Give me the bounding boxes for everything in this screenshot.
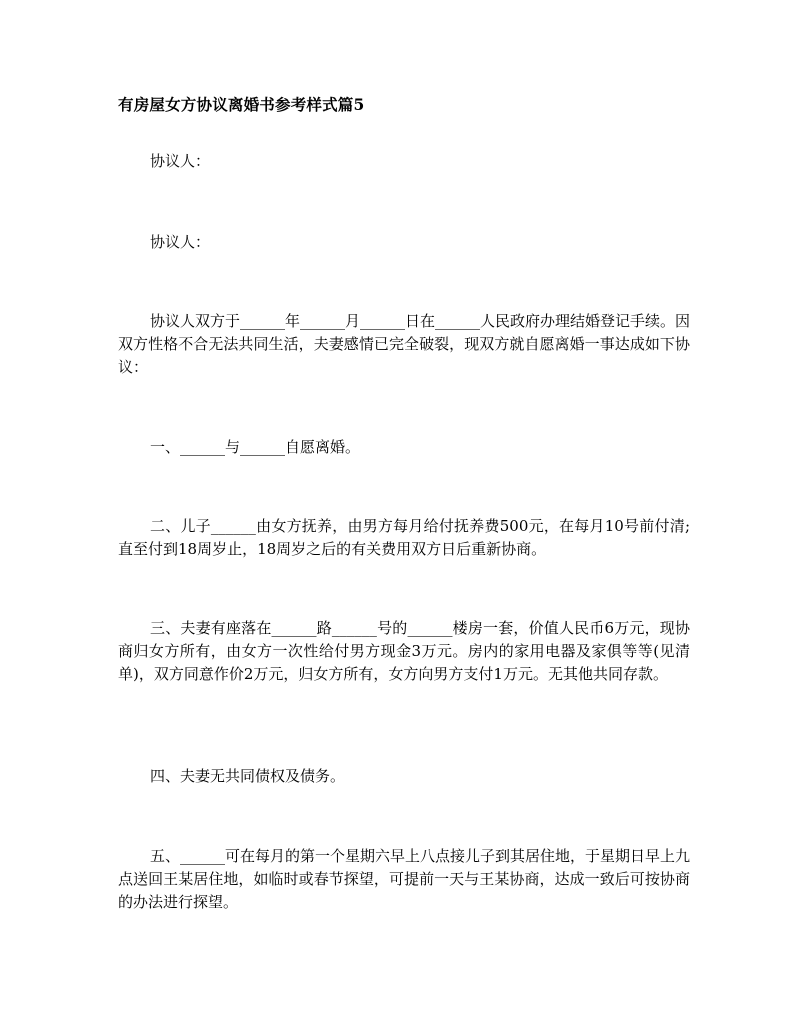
agreement-intro-paragraph: 协议人双方于______年______月______日在______人民政府办理结婚登记手续。因双方性格不合无法共同生活，夫妻感情已完全破裂，现双方就自愿离婚一事达成如下协议： — [118, 312, 691, 376]
clause-4-paragraph: 四、夫妻无共同债权及债务。 — [150, 767, 346, 785]
party-line-2: 协议人： — [150, 233, 211, 251]
party-line-1: 协议人： — [150, 152, 211, 170]
clause-3-paragraph: 三、夫妻有座落在______路______号的______楼房一套，价值人民币6万元，现协商归女方所有，由女方一次性给付男方现金3万元。房内的家用电器及家俱等等(见清单)，双方同意作价2万元，归女方所有，女方向男方支付1万元。无其他共同存款。 — [118, 619, 690, 683]
clause-5-paragraph: 五、______可在每月的第一个星期六早上八点接儿子到其居住地，于星期日早上九点送回王某居住地，如临时或春节探望，可提前一天与王某协商，达成一致后可按协商的办法进行探望。 — [118, 847, 691, 911]
clause-1-paragraph: 一、______与______自愿离婚。 — [150, 438, 361, 456]
clause-2-paragraph: 二、儿子______由女方抚养，由男方每月给付抚养费500元，在每月10号前付清;直至付到18周岁止，18周岁之后的有关费用双方日后重新协商。 — [118, 517, 690, 558]
document-title: 有房屋女方协议离婚书参考样式篇5 — [118, 95, 365, 114]
